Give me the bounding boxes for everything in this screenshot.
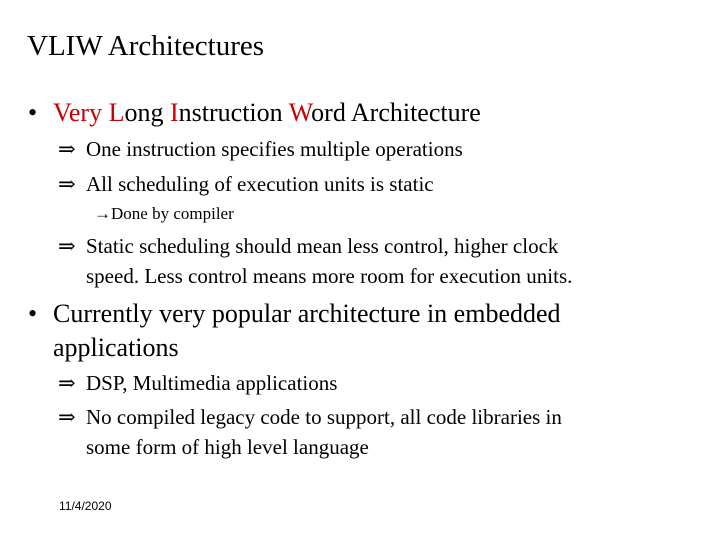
subitem-static-scheduling bbox=[58, 169, 698, 200]
bullet-popular-line-2: applications bbox=[53, 333, 179, 362]
subitem-dsp-multimedia bbox=[58, 368, 698, 399]
subitem-text-line-2: some form of high level language bbox=[86, 435, 369, 459]
subitem-no-legacy-code bbox=[58, 402, 698, 464]
subitem-text: DSP, Multimedia applications bbox=[86, 371, 338, 395]
subitem-text-line-1: No compiled legacy code to support, all code libraries in bbox=[86, 405, 562, 429]
subsubitem-text: Done by compiler bbox=[111, 204, 234, 223]
acronym-letter-i: I bbox=[169, 98, 179, 127]
acronym-letter-l: L bbox=[108, 98, 125, 127]
subsubitem-done-by-compiler bbox=[94, 203, 234, 225]
slide-title: VLIW Architectures bbox=[27, 30, 265, 62]
double-arrow-icon: ⇒ bbox=[58, 234, 76, 258]
subitem-text: All scheduling of execution units is static bbox=[86, 172, 434, 196]
double-arrow-icon: ⇒ bbox=[58, 172, 76, 196]
subitem-text: One instruction specifies multiple operations bbox=[86, 137, 463, 161]
subitem-one-instruction bbox=[58, 134, 698, 165]
bullet-vliw bbox=[28, 96, 698, 130]
bullet-popular bbox=[28, 297, 698, 365]
text-part-ong: ong bbox=[124, 98, 170, 127]
bullet-icon: • bbox=[28, 299, 38, 328]
bullet-popular-line-1: Currently very popular architecture in embedded bbox=[53, 299, 561, 328]
bullet-icon: • bbox=[28, 98, 38, 127]
acronym-part-very: Very bbox=[53, 98, 109, 127]
subitem-text-line-2: speed. Less control means more room for execution units. bbox=[86, 264, 573, 288]
footer-date: 11/4/2020 bbox=[59, 499, 112, 513]
double-arrow-icon: ⇒ bbox=[58, 137, 76, 161]
double-arrow-icon: ⇒ bbox=[58, 405, 76, 429]
double-arrow-icon: ⇒ bbox=[58, 371, 76, 395]
bullet-vliw-text bbox=[53, 96, 683, 130]
subitem-less-control bbox=[58, 231, 698, 293]
text-part-nstruction: nstruction bbox=[178, 98, 289, 127]
acronym-letter-w: W bbox=[288, 98, 312, 127]
text-part-ord-architecture: ord Architecture bbox=[311, 98, 481, 127]
right-arrow-icon: → bbox=[94, 204, 111, 223]
subitem-text-line-1: Static scheduling should mean less control, higher clock bbox=[86, 234, 559, 258]
